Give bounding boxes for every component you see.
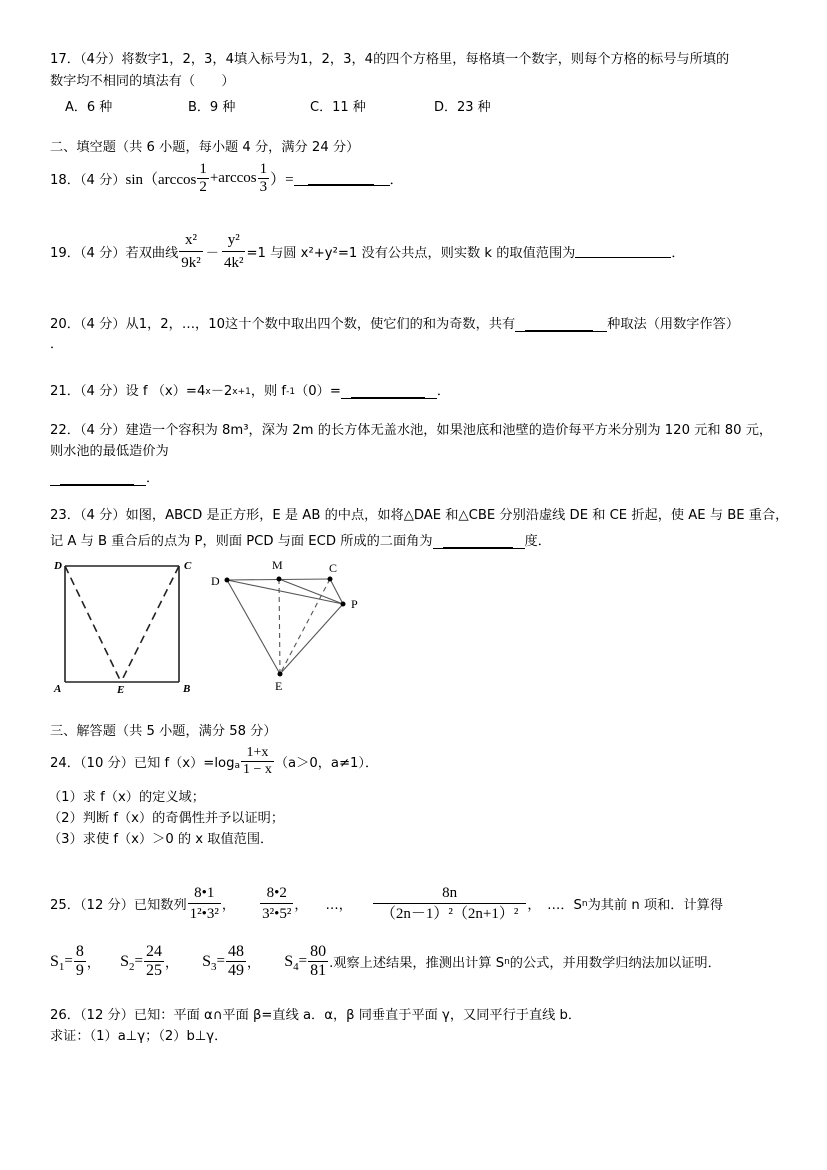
q25-s4-sub: 4	[293, 960, 299, 973]
frac-num: 48	[228, 943, 244, 960]
frac-num: 8•2	[266, 885, 287, 901]
q25-conclusion: .观察上述结果，推测出计算 S	[329, 956, 505, 971]
frac-den: 81	[310, 962, 327, 979]
q18-frac1	[197, 161, 209, 196]
frac-num: 1	[199, 161, 207, 177]
q22-answer-row	[50, 467, 159, 486]
q21-after2: （0）=	[295, 384, 341, 399]
q25-s1-frac	[74, 943, 86, 980]
q23-figure-svg	[40, 555, 370, 700]
label-C-right: C	[329, 561, 338, 575]
q25-conclusion-sub: n	[504, 956, 510, 967]
q23-suffix: 度．	[524, 534, 551, 549]
q17-option-b: B．9 种	[188, 100, 236, 115]
frac-den: 3²•5²	[260, 903, 293, 924]
label-D-right: D	[211, 574, 220, 588]
q21-answer-blank[interactable]	[341, 385, 437, 399]
q19-answer-blank[interactable]	[575, 245, 671, 258]
frac-num: 8n	[442, 885, 458, 901]
q21-mid: －2	[210, 384, 233, 399]
frac-num: x²	[185, 232, 198, 248]
label-A: A	[54, 683, 62, 695]
q17-line2: 数字均不相同的填法有（ ）	[50, 74, 235, 89]
q25-s2-sub: 2	[128, 960, 135, 973]
q18-answer-blank[interactable]	[294, 172, 390, 186]
q23-answer-blank[interactable]	[433, 535, 525, 549]
frac-num: 8•1	[194, 885, 215, 901]
frac-num: y²	[227, 232, 240, 248]
label-E-right: E	[275, 679, 283, 693]
q24-cond: （a＞0，a≠1）．	[274, 756, 379, 771]
q18-plus: +arccos	[209, 170, 257, 186]
frac-den: 3	[259, 179, 268, 195]
q26-line2: 求证：（1）a⊥γ；（2）b⊥γ．	[50, 1029, 228, 1044]
frac-den: 1²•3²	[188, 903, 221, 924]
q20-after: 种取法（用数字作答）	[607, 317, 740, 332]
q24-prefix: 24．（10 分）已知 f（x）=log	[50, 756, 235, 771]
q22-line1: 22．（4 分）建造一个容积为 8m³，深为 2m 的长方体无盖水池，如果池底和池壁的造价每平方米分别为 120 元和 80 元，	[50, 423, 773, 438]
frac-num: 8	[75, 943, 84, 960]
q25-after: ， …．S	[527, 898, 582, 913]
q26-line1: 26．（12 分）已知：平面 α∩平面 β=直线 a．α，β 同垂直于平面 γ，又同平行于直线 b．	[50, 1008, 582, 1023]
q17-line1: 17．（4分）将数字1，2，3，4填入标号为1，2，3，4的四个方格里，每格填一个数字，则每个方格的标号与所填的	[50, 52, 730, 67]
q20	[50, 313, 739, 332]
q24-base: a	[234, 760, 240, 771]
q25-conclusion2: 的公式，并用数学归纳法加以证明．	[509, 956, 721, 971]
q22-suffix: ．	[146, 471, 160, 486]
q24-part3: （3）求使 f（x）＞0 的 x 取值范围．	[48, 832, 274, 847]
frac-num: 1+x	[246, 745, 269, 760]
q23-figures	[40, 555, 370, 700]
q19-frac1	[179, 229, 203, 274]
q20-text: 20．（4 分）从1，2，…，10这十个数中取出四个数，使它们的和为奇数，共有	[50, 317, 516, 332]
frac-den: 9	[75, 962, 84, 979]
q23-line1: 23．（4 分）如图，ABCD 是正方形，E 是 AB 的中点，如将△DAE 和△CBE 分别沿虚线 DE 和 CE 折起，使 AE 与 BE 重合，	[50, 508, 789, 523]
frac-den: 4k²	[222, 251, 246, 274]
q17-option-d: D．23 种	[434, 100, 491, 115]
q24-part1: （1）求 f（x）的定义域；	[48, 790, 205, 805]
q25-term1	[188, 883, 221, 924]
q25-prefix: 25．（12 分）已知数列	[50, 898, 187, 913]
q25-s4-label: S	[284, 952, 294, 970]
q25-s2-frac	[144, 943, 164, 980]
q18-prefix: 18．（4 分）	[50, 173, 126, 188]
q23-line2-text: 记 A 与 B 重合后的点为 P，则面 PCD 与面 ECD 所成的二面角为	[50, 534, 433, 549]
q25-line1: 25．（12 分）已知数列 $\frac{8•1}{\text{1²•3²}}$ ， $\frac{8•2}{\text{3²•5²}}$ ， …， $\frac{8n}{\text{（2n－1）²（2n+1）²}}$ ， …．S n 为其前 n 项和．计算得	[50, 885, 724, 922]
q25-general-term	[373, 883, 526, 924]
q25-s4-frac	[308, 943, 328, 980]
label-P: P	[351, 597, 358, 611]
q21-exp2: x+1	[232, 387, 251, 397]
q21-after: ，则 f	[250, 384, 287, 399]
q22-answer-blank[interactable]	[50, 472, 146, 486]
q18-expr-end: ）=	[270, 172, 294, 188]
q24-part2: （2）判断 f（x）的奇偶性并予以证明；	[48, 811, 285, 826]
label-E-left: E	[117, 684, 125, 696]
q22-line2: 则水池的最低造价为	[50, 444, 169, 459]
q19-minus: －	[205, 246, 219, 261]
q18	[50, 161, 403, 196]
q21-exp1: x	[205, 387, 211, 397]
frac-den: 1 − x	[242, 762, 272, 777]
q19	[50, 229, 685, 274]
q21-inv: -1	[286, 387, 296, 397]
q25-s3-label: S	[202, 952, 212, 970]
frac-den: 25	[145, 962, 162, 979]
q18-suffix: ．	[389, 173, 403, 188]
q20-answer-blank[interactable]	[515, 318, 607, 332]
pyramid-figure	[227, 579, 343, 674]
square-figure	[65, 566, 179, 682]
q25-s3-sub: 3	[211, 960, 217, 973]
q25-s1-label: S	[50, 952, 59, 970]
q25-term2	[260, 883, 293, 924]
q24-frac	[241, 745, 274, 778]
frac-den: 49	[228, 962, 244, 979]
frac-den: （2n－1）²（2n+1）²	[373, 903, 526, 924]
frac-den: 9k²	[179, 251, 203, 274]
label-D-left: D	[54, 560, 62, 572]
section3-title: 三、解答题（共 5 小题，满分 58 分）	[50, 724, 277, 739]
q21	[50, 380, 450, 399]
q17-option-a: A．6 种	[65, 100, 113, 115]
q19-prefix: 19．（4 分）若双曲线	[50, 246, 179, 261]
q25-after2: 为其前 n 项和．计算得	[587, 898, 724, 913]
q20-line2: ．	[50, 337, 64, 352]
section2-title: 二、填空题（共 6 小题，每小题 4 分，满分 24 分）	[50, 140, 360, 155]
q25-ellipsis: …，	[325, 898, 352, 913]
label-C-left: C	[184, 560, 192, 572]
q25-s3-frac	[226, 943, 246, 980]
q19-suffix: ．	[671, 246, 685, 261]
q23-line2	[50, 530, 551, 549]
q25-s1-sub: 1	[58, 960, 65, 973]
q21-suffix: ．	[436, 384, 451, 399]
q19-frac2	[222, 229, 246, 274]
q24	[50, 745, 378, 778]
q17-option-c: C．11 种	[310, 100, 366, 115]
q19-after: =1 与圆 x²+y²=1 没有公共点，则实数 k 的取值范围为	[246, 246, 576, 261]
label-B: B	[183, 683, 191, 695]
frac-num: 1	[259, 161, 268, 177]
label-M: M	[272, 558, 283, 572]
q18-frac2	[258, 161, 270, 196]
q18-expr-start: sin（arccos	[125, 172, 197, 188]
q25-line2: S $_1$ = $\frac{8}{9}$ ， S $_2$ = $\frac{24}{25}$ ， S $_3$ = $\frac{48}{49}$ ， S $_4$ = $\frac{80}{81}$ .观察上述结果，推测出计算 S n 的公式，并用数学归纳法加以证明．	[50, 943, 721, 979]
frac-num: 80	[310, 943, 327, 960]
frac-den: 2	[199, 179, 207, 195]
q21-prefix: 21．（4 分）设 f （x）=4	[50, 384, 206, 399]
q25-s2-label: S	[120, 952, 129, 970]
frac-num: 24	[145, 943, 162, 960]
q25-after-sub: n	[581, 898, 588, 909]
